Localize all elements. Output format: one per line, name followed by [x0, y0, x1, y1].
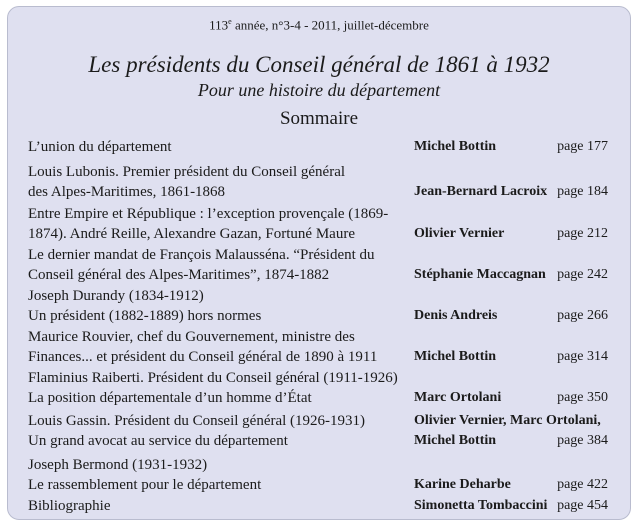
entry-title-line-1: Entre Empire et République : l’exception provençale (1869- [28, 206, 389, 222]
entry-title-line-1: Louis Gassin. Président du Conseil général (1926-1931) [28, 413, 366, 429]
entry-title-line-2: Conseil général des Alpes-Maritimes”, 1874-1882 [28, 267, 330, 283]
entry-title-line-1: L’union du département [28, 139, 172, 155]
entry-page: page 212 [557, 226, 608, 241]
entry-page: page 184 [557, 184, 608, 199]
entry-title-line-1: Maurice Rouvier, chef du Gouvernement, ministre des [28, 329, 355, 345]
section-heading: Sommaire [279, 108, 359, 129]
entry-author: Stéphanie Maccagnan [414, 267, 546, 282]
issue-line [8, 17, 630, 33]
entry-title-line-1: Flaminius Raiberti. Président du Conseil général (1911-1926) [28, 370, 398, 386]
toc-entry [8, 455, 632, 495]
entry-author: Michel Bottin [414, 349, 497, 364]
entry-title-line-2: La position départementale d’un homme d’État [28, 390, 312, 406]
entry-page: page 177 [557, 139, 608, 154]
issue-number: 113 [209, 17, 229, 33]
entry-title-line-1: Joseph Durandy (1834-1912) [28, 288, 204, 304]
entry-author: Jean-Bernard Lacroix [414, 184, 548, 199]
entry-author: Denis Andreis [414, 308, 498, 323]
issue-details: année, n°3-4 - 2011, juillet-décembre [231, 17, 429, 33]
entry-title-line-1: Joseph Bermond (1931-1932) [28, 457, 208, 473]
entry-page: page 350 [557, 390, 608, 405]
entry-title-line-2: Un président (1882-1889) hors normes [28, 308, 262, 324]
entry-page: page 384 [557, 433, 608, 448]
toc-entry [8, 286, 632, 326]
entry-page: page 422 [557, 477, 608, 492]
page-subtitle: Pour une histoire du département [197, 80, 441, 100]
entry-title-line-1: Louis Lubonis. Premier président du Conseil général [28, 164, 346, 180]
entry-title-line-2: 1874). André Reille, Alexandre Gazan, Fortuné Maure [28, 226, 355, 242]
entry-title-line-1: Bibliographie [28, 498, 111, 514]
entry-author-line-1: Olivier Vernier, Marc Ortolani, [414, 413, 601, 428]
entry-title-line-1: Le dernier mandat de François Malausséna. “Président du [28, 247, 375, 263]
entry-page: page 242 [557, 267, 608, 282]
toc-entry [8, 162, 632, 202]
toc-entry [8, 496, 632, 516]
toc-entry [8, 245, 632, 285]
entry-title-line-2: des Alpes-Maritimes, 1861-1868 [28, 184, 226, 200]
entry-author-line-2: Michel Bottin [414, 433, 497, 448]
entry-author: Michel Bottin [414, 139, 497, 154]
toc-entry [8, 368, 632, 408]
entry-author: Karine Deharbe [414, 477, 511, 492]
entry-author: Marc Ortolani [414, 390, 502, 405]
page-title: Les présidents du Conseil général de 1861 à 1932 [88, 52, 550, 77]
toc-entry [8, 411, 632, 451]
issue-superscript: e [228, 17, 232, 26]
entry-page: page 314 [557, 349, 608, 364]
entry-author: Simonetta Tombaccini [414, 498, 548, 513]
entry-page: page 266 [557, 308, 608, 323]
table-of-contents-card [7, 6, 631, 520]
entry-title-line-2: Finances... et président du Conseil général de 1890 à 1911 [28, 349, 378, 365]
entry-title-line-2: Le rassemblement pour le département [28, 477, 262, 493]
entry-title-line-2: Un grand avocat au service du département [28, 433, 288, 449]
toc-entry [8, 327, 632, 367]
entry-author: Olivier Vernier [414, 226, 505, 241]
entry-page: page 454 [557, 498, 608, 513]
toc-entry [8, 204, 632, 244]
